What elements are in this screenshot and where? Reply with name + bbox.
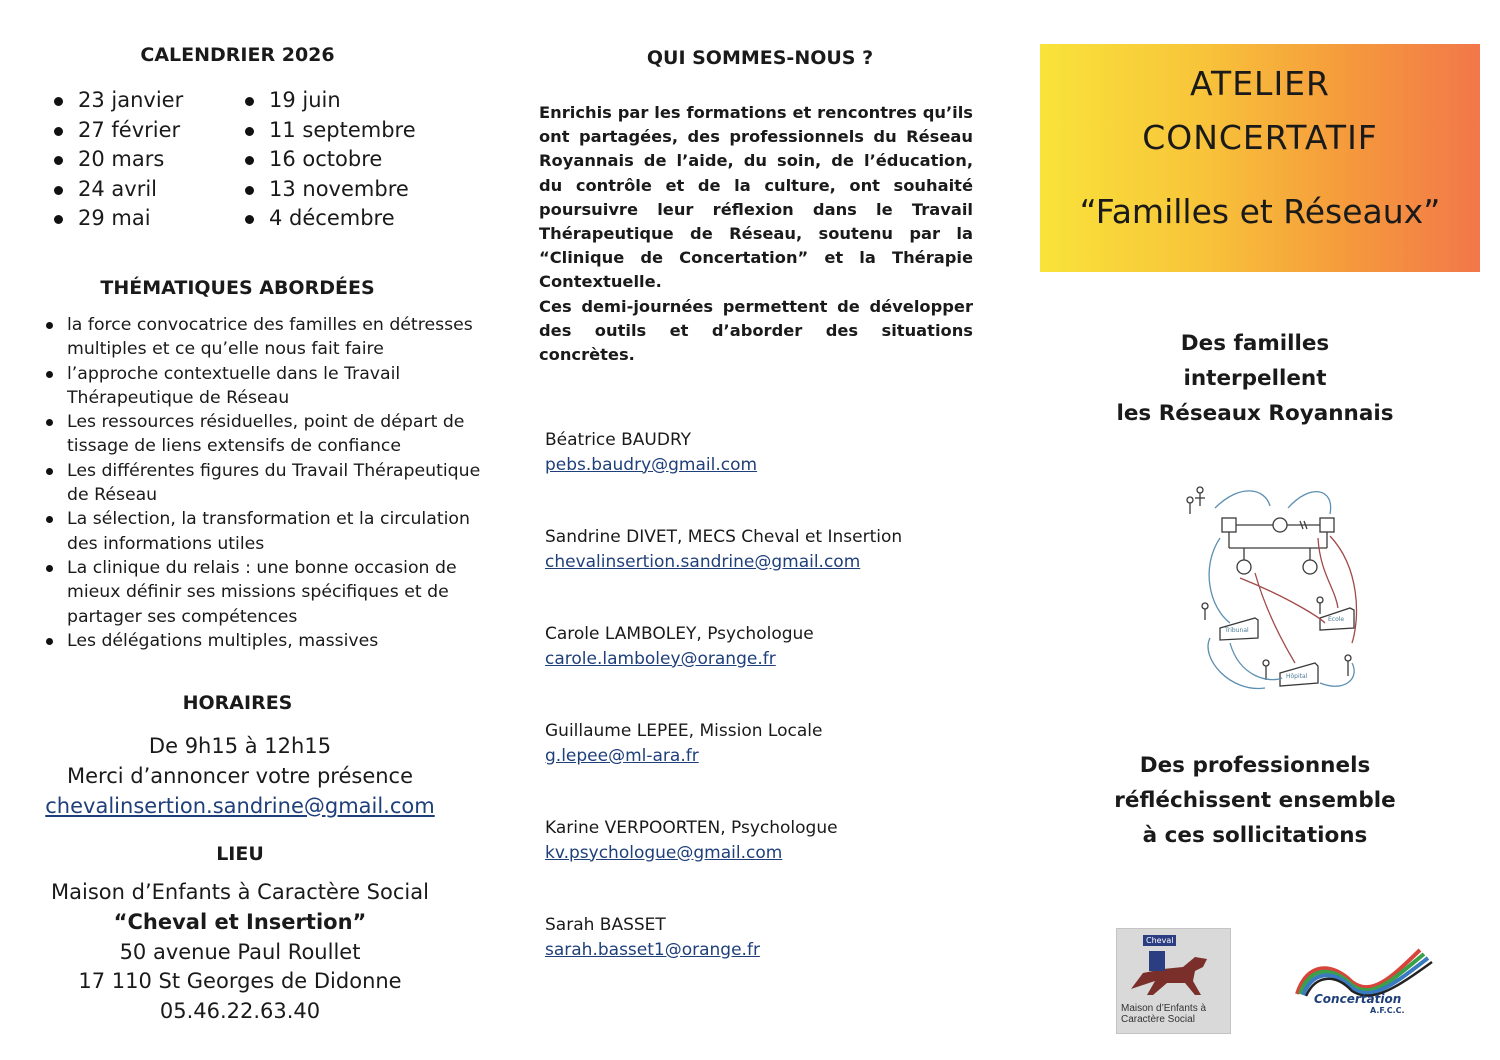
right-panel bbox=[1020, 0, 1500, 1060]
lieu-name: “Cheval et Insertion” bbox=[113, 909, 367, 934]
contact-name: Sarah BASSET bbox=[545, 915, 666, 935]
theme-item: Les différentes figures du Travail Thérapeutique de Réseau bbox=[44, 459, 484, 508]
concertation-swoosh-icon bbox=[1292, 942, 1442, 998]
lieu-line1: Maison d’Enfants à Caractère Social bbox=[51, 880, 429, 904]
contact-email-link[interactable]: kv.psychologue@gmail.com bbox=[545, 842, 783, 863]
calendar-date: 23 janvier bbox=[52, 86, 183, 116]
banner-line1: ATELIER bbox=[1190, 64, 1330, 103]
lieu-title: LIEU bbox=[216, 843, 264, 865]
tagline-line: à ces sollicitations bbox=[1142, 822, 1368, 848]
diagram-label-hopital: Hôpital bbox=[1286, 673, 1308, 680]
contact-email-link[interactable]: carole.lamboley@orange.fr bbox=[545, 648, 776, 669]
lieu-street: 50 avenue Paul Roullet bbox=[119, 939, 361, 964]
tagline-professionals bbox=[1020, 749, 1490, 853]
calendar-dates-left bbox=[52, 86, 183, 234]
tagline-families bbox=[1020, 327, 1490, 431]
network-diagram-illustration bbox=[1170, 478, 1380, 718]
contact-item bbox=[545, 622, 814, 671]
contact-item bbox=[545, 428, 757, 477]
theme-item: la force convocatrice des familles en détresses multiples et ce qu’elle nous fait faire bbox=[44, 313, 484, 362]
mecs-logo-top-text: Cheval bbox=[1143, 935, 1176, 946]
mecs-logo-bottom-text: Maison d’Enfants à Caractère Social bbox=[1121, 1003, 1207, 1025]
contact-item bbox=[545, 816, 838, 865]
title-banner bbox=[1040, 44, 1480, 272]
calendar-date: 29 mai bbox=[52, 204, 183, 234]
horaires-block bbox=[0, 732, 480, 821]
contact-name: Carole LAMBOLEY, Psychologue bbox=[545, 624, 814, 644]
afcc-logo bbox=[1292, 942, 1442, 1020]
lieu-block bbox=[0, 878, 480, 1027]
horse-icon bbox=[1123, 949, 1223, 1001]
diagram-label-ecole: Ecole bbox=[1328, 616, 1345, 623]
qui-paragraph: Enrichis par les formations et rencontres qu’ils ont partagées, des professionnels du Réseau Royannais de l’aide, du soin, de l’éducation, du contrôle et de la culture, ont souhaité poursuivre leur réflexion dans le Travail Thérapeutique de Réseau, soutenu par la “Clinique de Concertation” et la Thérapie Contextuelle. bbox=[539, 103, 973, 292]
calendar-date: 19 juin bbox=[243, 86, 416, 116]
horaires-time: De 9h15 à 12h15 bbox=[148, 734, 332, 758]
banner-line2: CONCERTATIF bbox=[1142, 118, 1378, 157]
calendar-date: 20 mars bbox=[52, 145, 183, 175]
calendar-date: 27 février bbox=[52, 116, 183, 146]
tagline-line: réfléchissent ensemble bbox=[1114, 787, 1396, 813]
left-panel bbox=[0, 0, 500, 1060]
afcc-logo-name: Concertation bbox=[1314, 992, 1402, 1006]
theme-item: l’approche contextuelle dans le Travail Thérapeutique de Réseau bbox=[44, 362, 484, 411]
calendar-date: 24 avril bbox=[52, 175, 183, 205]
lieu-city: 17 110 St Georges de Didonne bbox=[78, 969, 402, 994]
afcc-logo-sub: A.F.C.C. bbox=[1370, 1006, 1405, 1015]
qui-title: QUI SOMMES-NOUS ? bbox=[646, 47, 874, 69]
contact-name: Karine VERPOORTEN, Psychologue bbox=[545, 818, 838, 838]
theme-item: La sélection, la transformation et la circulation des informations utiles bbox=[44, 507, 484, 556]
theme-item: La clinique du relais : une bonne occasion de mieux définir ses missions spécifiques et de partager ses compétences bbox=[44, 556, 484, 629]
qui-text bbox=[539, 101, 973, 367]
contact-email-link[interactable]: pebs.baudry@gmail.com bbox=[545, 454, 758, 475]
lieu-phone: 05.46.22.63.40 bbox=[159, 999, 321, 1024]
contact-email-link[interactable]: sarah.basset1@orange.fr bbox=[545, 939, 760, 960]
themes-list bbox=[44, 313, 484, 653]
calendar-title: CALENDRIER 2026 bbox=[140, 44, 335, 66]
tagline-line: Des familles bbox=[1180, 331, 1330, 356]
horaires-announce: Merci d’annoncer votre présence bbox=[66, 763, 414, 788]
tagline-line: Des professionnels bbox=[1139, 753, 1371, 778]
contact-name: Sandrine DIVET, MECS Cheval et Insertion bbox=[545, 527, 903, 547]
calendar-dates-right bbox=[243, 86, 416, 234]
mecs-logo bbox=[1116, 928, 1231, 1034]
contact-item bbox=[545, 913, 760, 962]
calendar-date: 11 septembre bbox=[243, 116, 416, 146]
contact-name: Béatrice BAUDRY bbox=[545, 430, 692, 450]
qui-paragraph: Ces demi-journées permettent de développer des outils et d’aborder des situations concrètes. bbox=[539, 296, 973, 365]
contact-email-link[interactable]: chevalinsertion.sandrine@gmail.com bbox=[545, 551, 861, 572]
themes-title: THÉMATIQUES ABORDÉES bbox=[100, 277, 375, 299]
diagram-label-tribunal: Tribunal bbox=[1225, 627, 1249, 634]
banner-line3: “Familles et Réseaux” bbox=[1079, 192, 1441, 231]
theme-item: Les délégations multiples, massives bbox=[44, 629, 484, 653]
calendar-date: 13 novembre bbox=[243, 175, 416, 205]
contact-item bbox=[545, 525, 902, 574]
contact-name: Guillaume LEPEE, Mission Locale bbox=[545, 721, 823, 741]
contact-item bbox=[545, 719, 822, 768]
horaires-title: HORAIRES bbox=[182, 692, 293, 714]
contact-email-link[interactable]: g.lepee@ml-ara.fr bbox=[545, 745, 699, 766]
calendar-date: 4 décembre bbox=[243, 204, 416, 234]
theme-item: Les ressources résiduelles, point de départ de tissage de liens extensifs de confiance bbox=[44, 410, 484, 459]
horaires-email-link[interactable]: chevalinsertion.sandrine@gmail.com bbox=[45, 793, 435, 818]
tagline-line: les Réseaux Royannais bbox=[1116, 400, 1394, 426]
tagline-line: interpellent bbox=[1183, 365, 1327, 391]
calendar-date: 16 octobre bbox=[243, 145, 416, 175]
middle-panel bbox=[510, 0, 1010, 1060]
